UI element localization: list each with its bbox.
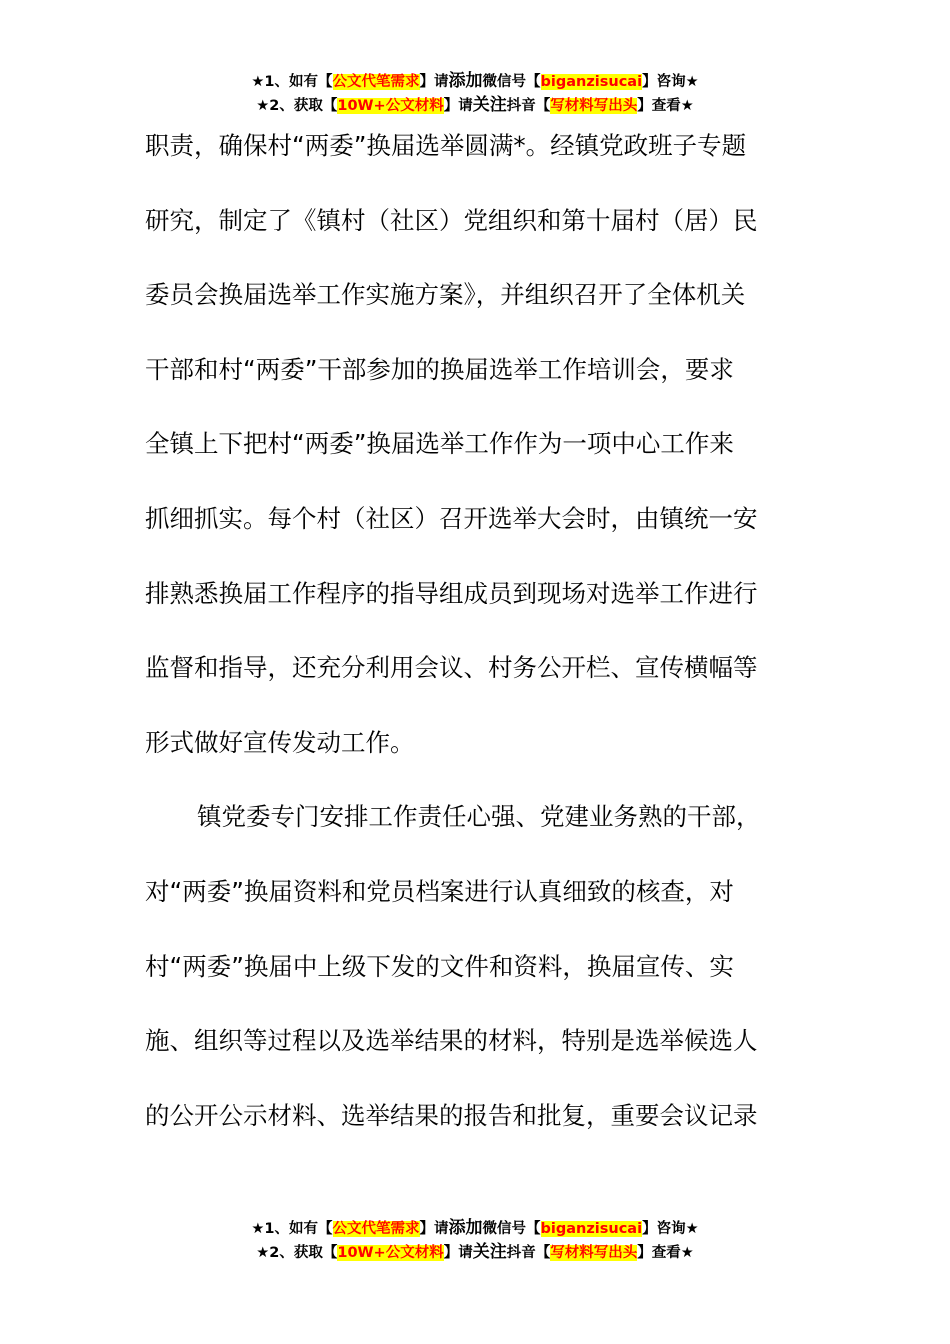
text-line: 排熟悉换届工作程序的指导组成员到现场对选举工作进行 <box>145 578 758 608</box>
promo-highlight-service: 公文代笔需求 <box>332 74 420 90</box>
text-line: 对“两委”换届资料和党员档案进行认真细致的核查，对 <box>145 876 734 906</box>
text-line: 施、组织等过程以及选举结果的材料，特别是选举候选人 <box>145 1026 758 1056</box>
promo-text: 】咨询★ <box>642 1221 699 1237</box>
promo-text: ★2、获取【 <box>256 1245 338 1261</box>
text-line: 村“两委”换届中上级下发的文件和资料，换届宣传、实 <box>145 951 734 981</box>
promo-text: 】咨询★ <box>642 74 699 90</box>
header-promo-line-1 <box>0 70 950 94</box>
promo-text: ★2、获取【 <box>256 98 338 114</box>
document-body <box>145 109 795 1153</box>
promo-highlight-wechat-id: biganzisucai <box>540 1221 643 1237</box>
promo-text: 微信号【 <box>482 1221 541 1237</box>
promo-emphasis: 添加 <box>448 71 483 91</box>
promo-text: 】请 <box>443 98 473 114</box>
promo-highlight-service: 公文代笔需求 <box>332 1221 420 1237</box>
text-line: 委员会换届选举工作实施方案》，并组织召开了全体机关 <box>145 280 746 310</box>
promo-highlight-materials: 10W+公文材料 <box>337 98 444 114</box>
promo-highlight-douyin: 写材料写出头 <box>550 1245 638 1261</box>
text-line: 干部和村“两委”干部参加的换届选举工作培训会，要求 <box>145 354 734 384</box>
promo-highlight-wechat-id: biganzisucai <box>540 74 643 90</box>
text-line: 研究，制定了《镇村（社区）党组织和第十届村（居）民 <box>145 205 758 235</box>
promo-text: 】查看★ <box>637 1245 694 1261</box>
text-line: 职责，确保村“两委”换届选举圆满*。经镇党政班子专题 <box>145 131 747 160</box>
promo-text: 】请 <box>419 74 449 90</box>
footer-promo-banner <box>0 1217 950 1265</box>
footer-promo-line-1 <box>0 1217 950 1241</box>
promo-emphasis: 添加 <box>448 1218 483 1238</box>
promo-text: 】请 <box>419 1221 449 1237</box>
promo-text: 】查看★ <box>637 98 694 114</box>
promo-text: 抖音【 <box>506 98 551 114</box>
paragraph-2 <box>145 780 795 1153</box>
text-line: 形式做好宣传发动工作。 <box>145 727 415 757</box>
promo-text: 】请 <box>443 1245 473 1261</box>
footer-promo-line-2 <box>0 1241 950 1265</box>
promo-highlight-materials: 10W+公文材料 <box>337 1245 444 1261</box>
promo-highlight-douyin: 写材料写出头 <box>550 98 638 114</box>
text-line: 的公开公示材料、选举结果的报告和批复，重要会议记录 <box>145 1100 758 1130</box>
paragraph-1 <box>145 109 795 780</box>
promo-text: 微信号【 <box>482 74 541 90</box>
promo-emphasis: 关注 <box>472 1242 507 1262</box>
text-line: 抓细抓实。每个村（社区）召开选举大会时，由镇统一安 <box>145 503 758 533</box>
promo-emphasis: 关注 <box>472 95 507 115</box>
text-line: 镇党委专门安排工作责任心强、党建业务熟的干部， <box>197 802 761 832</box>
promo-text: 抖音【 <box>506 1245 551 1261</box>
text-line: 全镇上下把村“两委”换届选举工作作为一项中心工作来 <box>145 429 734 459</box>
text-line: 监督和指导，还充分利用会议、村务公开栏、宣传横幅等 <box>145 653 758 683</box>
promo-text: ★1、如有【 <box>251 74 333 90</box>
promo-text: ★1、如有【 <box>251 1221 333 1237</box>
